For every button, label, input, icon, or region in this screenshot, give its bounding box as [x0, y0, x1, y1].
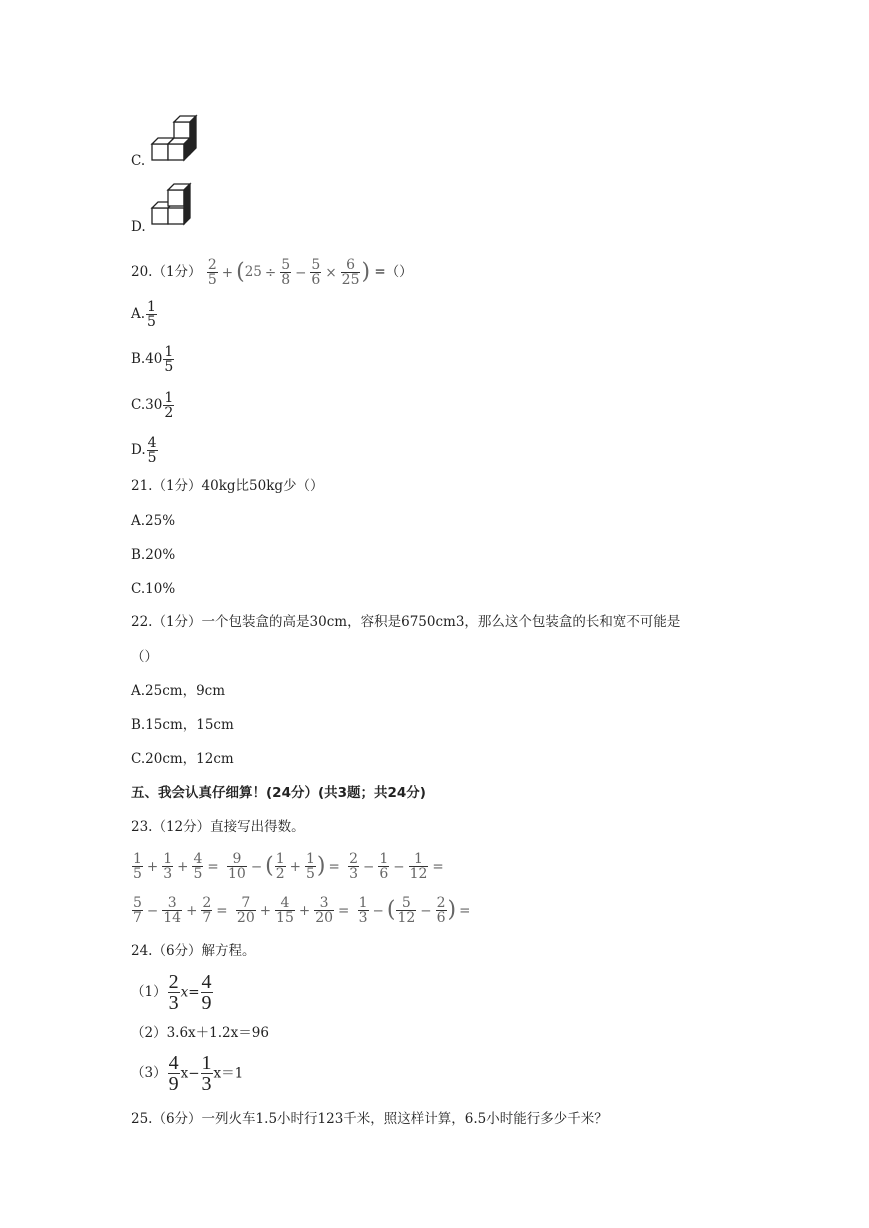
denominator: 7: [133, 910, 142, 926]
fraction: [207, 258, 218, 287]
fraction: [163, 345, 174, 374]
numerator: 1: [414, 851, 423, 867]
denominator: 2: [275, 866, 285, 882]
close-paren: ): [316, 853, 326, 879]
numerator: 5: [311, 257, 321, 273]
times-sign: ×: [325, 264, 337, 281]
option-label: D.: [131, 219, 146, 235]
numerator: 2: [202, 895, 212, 911]
numerator: 1: [164, 344, 174, 360]
fraction: [201, 1053, 213, 1094]
denominator: 5: [193, 866, 203, 882]
q21-stem: 21.（1分）40kg比50kg少（）: [131, 478, 324, 494]
fraction: [275, 852, 286, 881]
fraction: [162, 896, 182, 925]
denominator: 20: [315, 910, 334, 926]
cube-figure-c: [150, 110, 202, 162]
cube-figure-d: [150, 180, 196, 230]
numerator: 7: [241, 895, 251, 911]
divide-sign: ÷: [264, 264, 277, 281]
open-paren: (: [236, 259, 245, 285]
variable: x: [180, 1065, 189, 1082]
plus-sign: +: [186, 902, 198, 919]
numerator: 1: [147, 299, 156, 315]
denominator: 9: [168, 1073, 179, 1095]
numerator: 2: [436, 895, 446, 911]
numerator: 3: [319, 895, 329, 911]
q19-option-c: [131, 152, 145, 170]
q23-row-2: [131, 896, 473, 925]
open-paren: (: [265, 853, 274, 879]
denominator: 14: [163, 910, 182, 926]
numerator: 5: [133, 895, 142, 911]
fraction: [409, 852, 429, 881]
minus-sign: −: [250, 858, 263, 875]
fraction: [348, 852, 359, 881]
plus-sign: +: [298, 902, 311, 919]
numerator: 9: [232, 851, 242, 867]
denominator: 3: [358, 910, 368, 926]
denominator: 3: [163, 866, 173, 882]
expression: [357, 895, 474, 926]
numerator: 4: [280, 895, 290, 911]
option-label: A.: [131, 306, 146, 322]
fraction: [436, 896, 447, 925]
minus-sign: −: [420, 902, 432, 919]
q21-option-c: C.10%: [131, 581, 176, 597]
whole-number: 30: [145, 397, 163, 413]
denominator: 10: [228, 866, 246, 882]
q24-part-2: （2）3.6x＋1.2x＝96: [131, 1025, 269, 1041]
denominator: 9: [201, 992, 212, 1014]
expression: [226, 851, 347, 882]
q21-option-a: A.25%: [131, 513, 176, 529]
expression: [347, 851, 447, 882]
plus-sign: +: [146, 858, 159, 875]
question-number: 20.（1分）: [131, 264, 202, 280]
fraction: [192, 852, 203, 881]
plus-sign: +: [177, 858, 189, 875]
numerator: 4: [168, 1052, 179, 1074]
fraction: [358, 896, 369, 925]
q22-option-a: A.25cm，9cm: [131, 683, 226, 699]
minus-sign: −: [363, 858, 375, 875]
denominator: 3: [349, 866, 359, 882]
equals-sign: =: [432, 858, 444, 875]
minus-sign: −: [295, 264, 307, 281]
denominator: 6: [311, 272, 321, 288]
fraction: [132, 852, 143, 881]
equals-sign: =: [188, 984, 200, 1001]
numerator: 2: [168, 971, 179, 993]
fraction: [147, 436, 158, 465]
fraction: [132, 896, 143, 925]
numerator: 4: [147, 435, 157, 451]
numerator: 1: [201, 1052, 212, 1074]
denominator: 25: [341, 272, 360, 288]
plus-sign: +: [259, 902, 272, 919]
equals-sign: =: [216, 902, 228, 919]
numerator: 5: [401, 895, 411, 911]
option-label: B.: [131, 351, 146, 367]
denominator: 5: [164, 359, 174, 375]
denominator: 15: [276, 910, 294, 926]
q20-option-a: [131, 300, 158, 329]
numerator: 2: [349, 851, 359, 867]
q24-stem: 24.（6分）解方程。: [131, 943, 256, 959]
plus-sign: +: [221, 264, 234, 281]
expression: [235, 895, 357, 926]
equals-sign: =: [338, 902, 350, 919]
denominator: 5: [147, 450, 157, 466]
denominator: 5: [305, 866, 315, 882]
numerator: 4: [193, 851, 203, 867]
expression: [131, 851, 226, 882]
fraction: [201, 972, 213, 1013]
equals-sign: =: [328, 858, 340, 875]
fraction: [396, 896, 416, 925]
denominator: 3: [201, 1073, 212, 1095]
numerator: 1: [305, 851, 315, 867]
fraction: [280, 258, 291, 287]
minus-sign: −: [393, 858, 405, 875]
fraction: [341, 258, 361, 287]
numerator: 1: [163, 851, 173, 867]
number: 25: [244, 264, 262, 280]
fraction: [305, 852, 316, 881]
fraction: [310, 258, 321, 287]
q19-option-d: [131, 218, 146, 236]
q22-option-b: B.15cm，15cm: [131, 717, 234, 733]
option-label: C.: [131, 397, 146, 413]
equals-sign: =: [459, 902, 471, 919]
numerator: 1: [275, 851, 285, 867]
denominator: 2: [164, 405, 174, 421]
denominator: 20: [236, 910, 255, 926]
close-paren: ): [361, 259, 371, 285]
denominator: 3: [168, 992, 179, 1014]
q20-option-d: [131, 436, 159, 465]
numerator: 1: [133, 851, 142, 867]
fraction: [236, 896, 256, 925]
fraction: [168, 972, 180, 1013]
option-label: D.: [131, 442, 146, 458]
q23-row-1: [131, 852, 447, 881]
denominator: 5: [147, 314, 156, 330]
section-heading: 五、我会认真仔细算！(24分）(共3题；共24分): [131, 785, 426, 801]
denominator: 8: [281, 272, 291, 288]
denominator: 6: [436, 910, 446, 926]
minus-sign: −: [372, 902, 384, 919]
fraction: [275, 896, 295, 925]
q25-stem: 25.（6分）一列火车1.5小时行123千米，照这样计算，6.5小时能行多少千米？: [131, 1111, 608, 1127]
fraction: [378, 852, 389, 881]
q20-expression: [206, 257, 375, 288]
q24-part-3: [131, 1053, 243, 1094]
q21-option-b: B.20%: [131, 547, 176, 563]
denominator: 6: [379, 866, 389, 882]
q24-part-1: [131, 972, 214, 1013]
close-paren: ): [447, 897, 457, 923]
whole-number: 40: [145, 351, 163, 367]
q23-stem: 23.（12分）直接写出得数。: [131, 819, 305, 835]
denominator: 12: [409, 866, 428, 882]
fraction: [163, 391, 174, 420]
fraction: [168, 1053, 180, 1094]
equals-sign: =: [207, 858, 219, 875]
minus-sign: −: [146, 902, 159, 919]
fraction: [146, 300, 157, 329]
denominator: 5: [207, 272, 217, 288]
q20-option-b: [131, 345, 175, 374]
open-paren: (: [386, 897, 396, 923]
numerator: 3: [167, 895, 177, 911]
numerator: 6: [346, 257, 356, 273]
expression: [131, 895, 235, 926]
q22-stem: 22.（1分）一个包装盒的高是30cm，容积是6750cm3，那么这个包装盒的长和宽不可能是: [131, 614, 681, 630]
q22-stem-continued: （）: [131, 649, 158, 665]
option-label: C.: [131, 153, 146, 169]
minus-sign: −: [188, 1065, 200, 1082]
equation-tail: x＝1: [213, 1065, 244, 1082]
part-label: （1）: [131, 984, 167, 1000]
q20-stem: [131, 258, 413, 287]
fraction: [227, 852, 247, 881]
denominator: 5: [133, 866, 142, 882]
numerator: 1: [379, 851, 389, 867]
fraction: [162, 852, 173, 881]
q20-option-c: [131, 391, 175, 420]
part-label: （3）: [131, 1065, 167, 1081]
denominator: 7: [202, 910, 212, 926]
fraction: [201, 896, 212, 925]
denominator: 12: [397, 910, 416, 926]
numerator: 1: [358, 895, 368, 911]
q22-option-c: C.20cm，12cm: [131, 751, 234, 767]
numerator: 1: [164, 390, 174, 406]
numerator: 5: [281, 257, 291, 273]
numerator: 2: [207, 257, 217, 273]
fraction: [314, 896, 334, 925]
answer-blank: =（）: [374, 264, 413, 280]
variable: x: [180, 984, 189, 1001]
plus-sign: +: [289, 858, 301, 875]
numerator: 4: [201, 971, 212, 993]
